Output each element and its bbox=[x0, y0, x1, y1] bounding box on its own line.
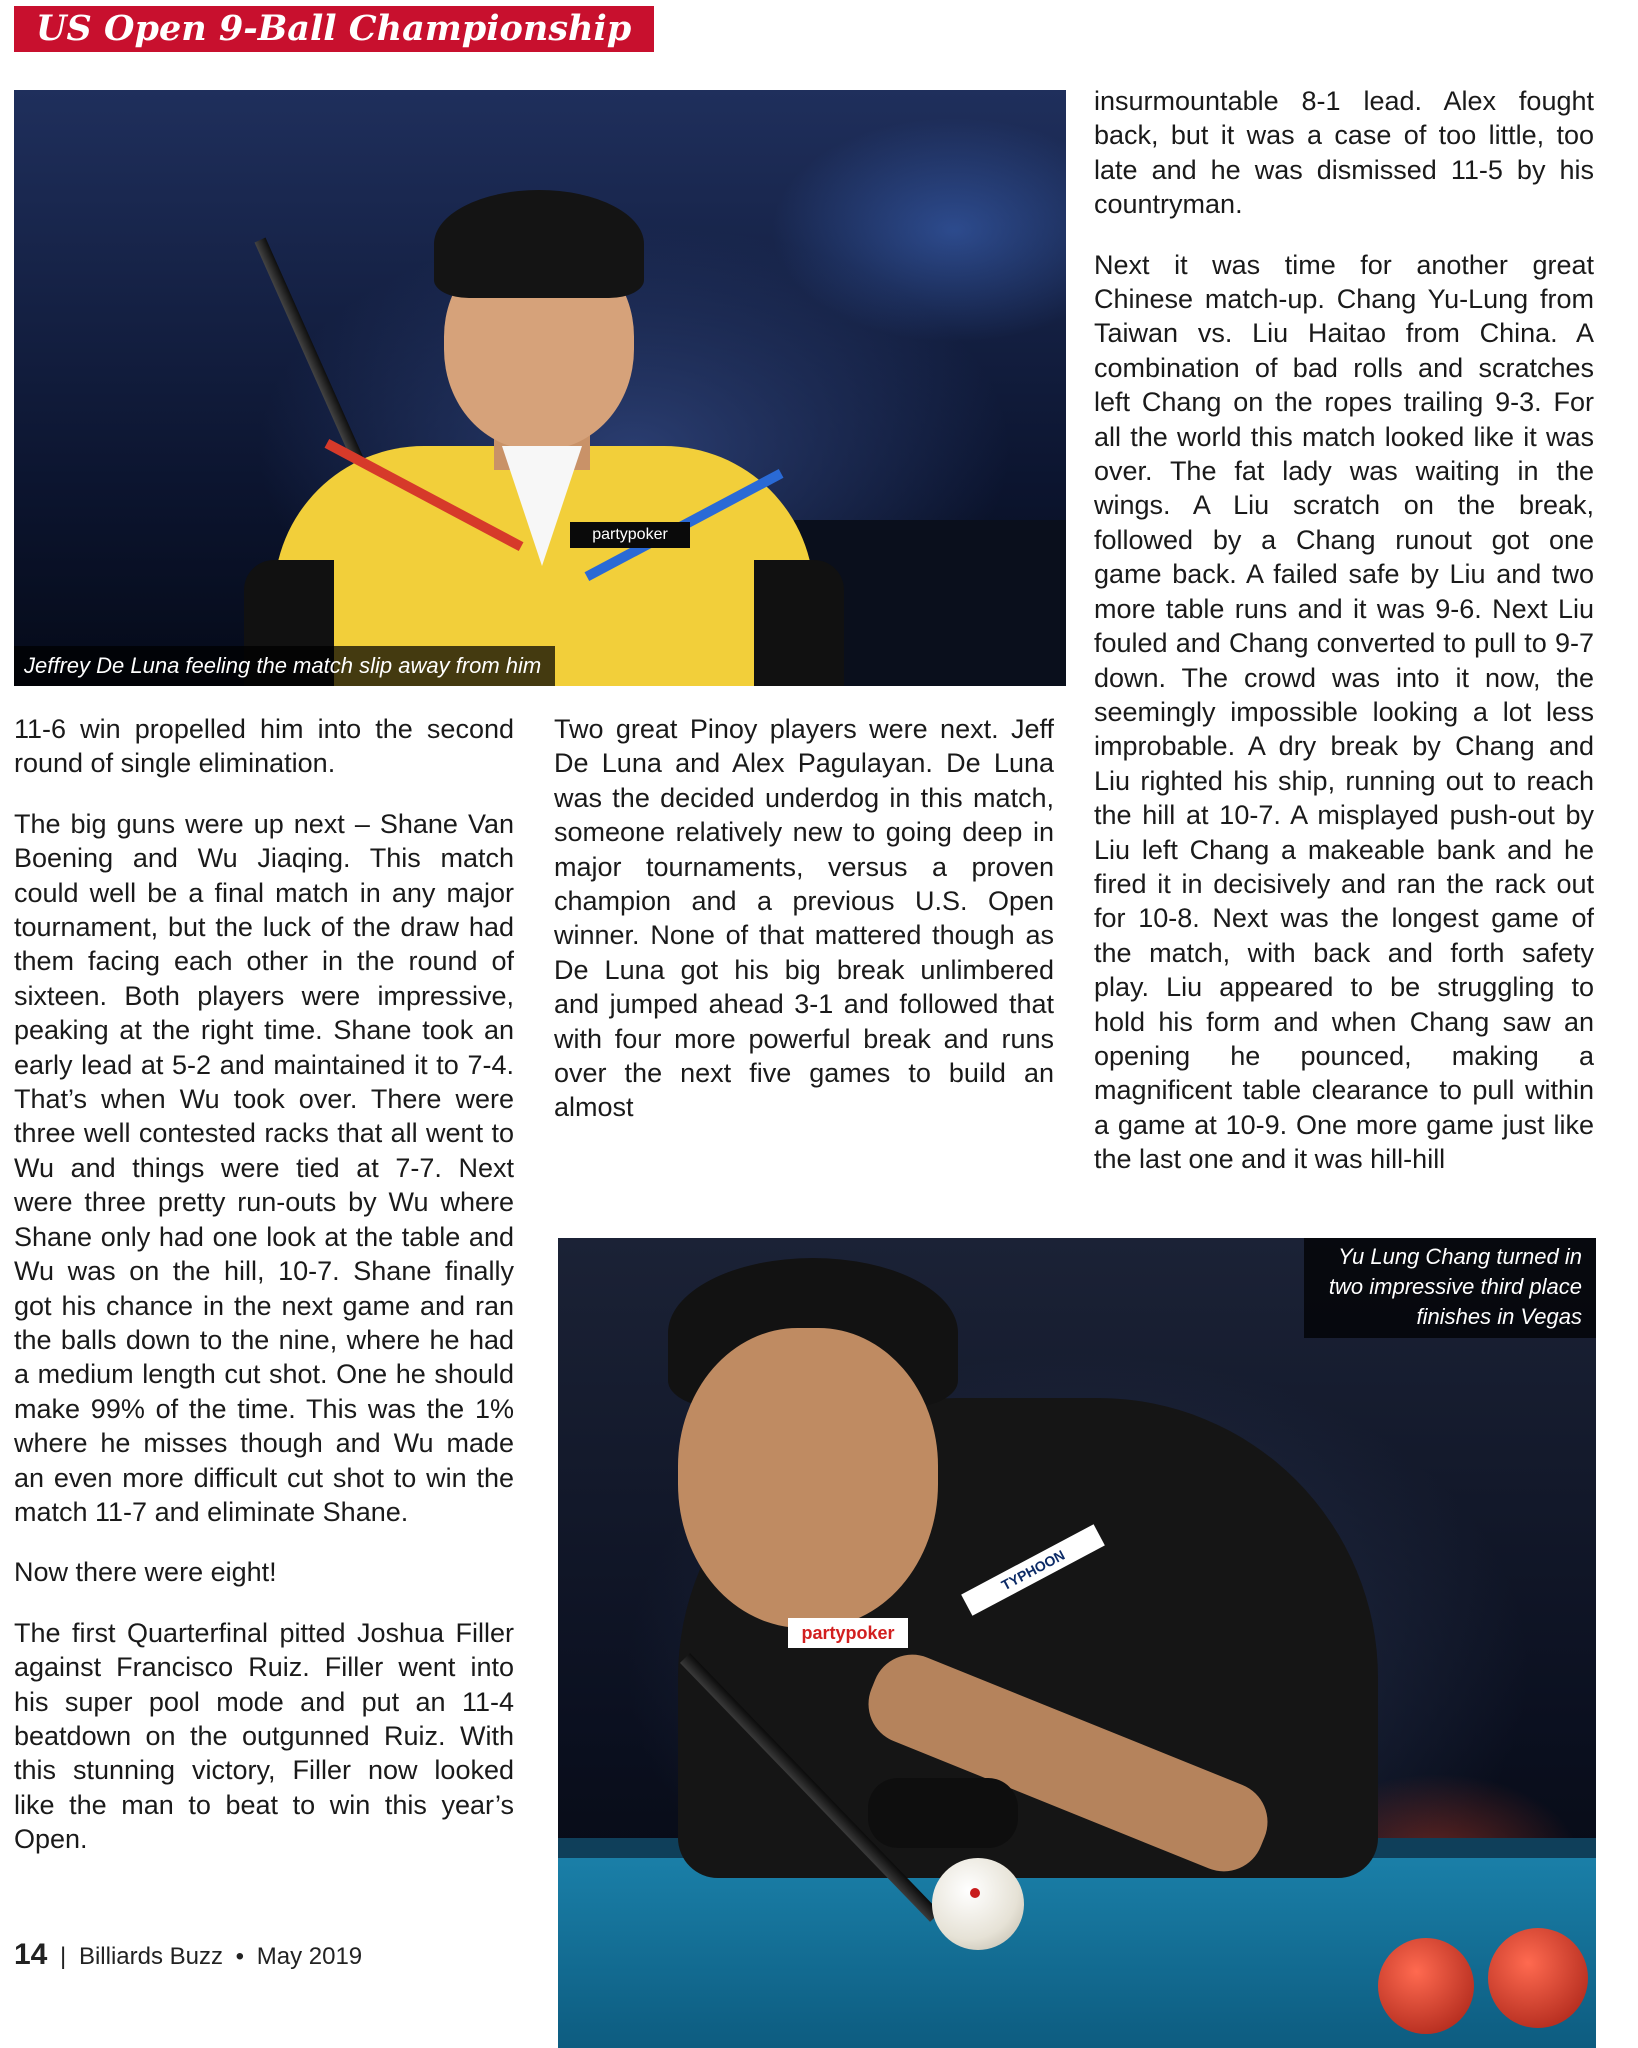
photo-yu-lung-chang bbox=[558, 1238, 1596, 2048]
page-footer bbox=[14, 1938, 362, 1972]
article-paragraph: The first Quarterfinal pitted Joshua Filler against Francisco Ruiz. Filler went into his super pool mode and put an 11-4 beatdown on the outgunned Ruiz. With this stunning victory, Filler now looked like the man to beat to win this year’s Open. bbox=[14, 1617, 514, 1855]
article-paragraph: The big guns were up next – Shane Van Boening and Wu Jiaqing. This match could well be a final match in any major tournament, but the luck of the draw had them facing each other in the round of sixteen. Both players were impressive, peaking at the right time. Shane took an early lead at 5-2 and maintained it to 7-4. That’s when Wu took over. There were three well contested racks that all went to Wu and things were tied at 7-7. Next were three pretty run-outs by Wu where Shane only had one look at the table and Wu was on the hill, 10-7. Shane finally got his chance in the next game and ran the balls down to the nine, where he had a medium length cut shot. One he should make 99% of the time. This was the 1% where he misses though and Wu made an even more difficult cut shot to win the match 11-7 and eliminate Shane. bbox=[14, 808, 514, 1527]
publication-name: Billiards Buzz bbox=[78, 1943, 223, 1970]
footer-bullet: • bbox=[235, 1943, 245, 1970]
article-column-left bbox=[14, 712, 514, 1883]
player-face bbox=[678, 1328, 938, 1628]
article-column-middle bbox=[554, 712, 1054, 1151]
article-paragraph: insurmountable 8-1 lead. Alex fought back, but it was a case of too little, too late and he was dismissed 11-5 by his countryman. bbox=[1094, 86, 1594, 220]
article-paragraph: Now there were eight! bbox=[14, 1557, 277, 1588]
sponsor-badge: partypoker bbox=[570, 522, 690, 548]
page-number: 14 bbox=[14, 1938, 48, 1971]
photo-caption: Jeffrey De Luna feeling the match slip away from him bbox=[14, 646, 555, 686]
player-hair bbox=[434, 190, 644, 298]
sponsor-badge: TYPHOON bbox=[961, 1524, 1105, 1616]
object-ball bbox=[1488, 1928, 1588, 2028]
issue-date: May 2019 bbox=[256, 1943, 363, 1970]
footer-separator: | bbox=[60, 1943, 67, 1970]
player-glove bbox=[868, 1778, 1018, 1848]
article-column-right bbox=[1094, 84, 1594, 1218]
cue-ball-dot bbox=[970, 1888, 980, 1898]
photo-caption: Yu Lung Chang turned in two impressive third place finishes in Vegas bbox=[1304, 1238, 1596, 1338]
article-paragraph: Two great Pinoy players were next. Jeff De Luna and Alex Pagulayan. De Luna was the decided underdog in this match, someone relatively new to going deep in major tournaments, versus a proven champion and a previous U.S. Open winner. None of that mattered though as De Luna got his big break unlimbered and jumped ahead 3-1 and followed that with four more powerful break and runs over the next five games to build an almost bbox=[554, 714, 1054, 1123]
article-paragraph: 11-6 win propelled him into the second round of single elimination. bbox=[14, 714, 514, 779]
object-ball bbox=[1378, 1938, 1474, 2034]
cue-ball bbox=[932, 1858, 1024, 1950]
photo-jeffrey-de-luna bbox=[14, 90, 1066, 686]
player-sleeve bbox=[754, 560, 844, 686]
sponsor-badge: partypoker bbox=[788, 1618, 908, 1648]
section-banner: US Open 9-Ball Championship bbox=[14, 6, 654, 52]
article-paragraph: Next it was time for another great Chinese match-up. Chang Yu-Lung from Taiwan vs. Liu Haitao from China. A combination of bad rolls and scratches left Chang on the ropes trailing 9-3. For all the world this match looked like it was over. The fat lady was waiting in the wings. A Liu scratch on the break, followed by a Chang runout got one game back. A failed safe by Liu and two more table runs and it was 9-6. Next Liu fouled and Chang converted to pull to 9-7 down. The crowd was into it now, the seemingly impossible looking a lot less improbable. A dry break by Chang and Liu righted his ship, running out to reach the hill at 10-7. A misplayed push-out by Liu left Chang a makeable bank and he fired it in decisively and ran the rack out for 10-8. Next was the longest game of the match, with back and forth safety play. Liu appeared to be struggling to hold his form and when Chang saw an opening he pounced, making a magnificent table clearance to pull within a game at 10-9. One more game just like the last one and it was hill-hill bbox=[1094, 249, 1594, 1175]
